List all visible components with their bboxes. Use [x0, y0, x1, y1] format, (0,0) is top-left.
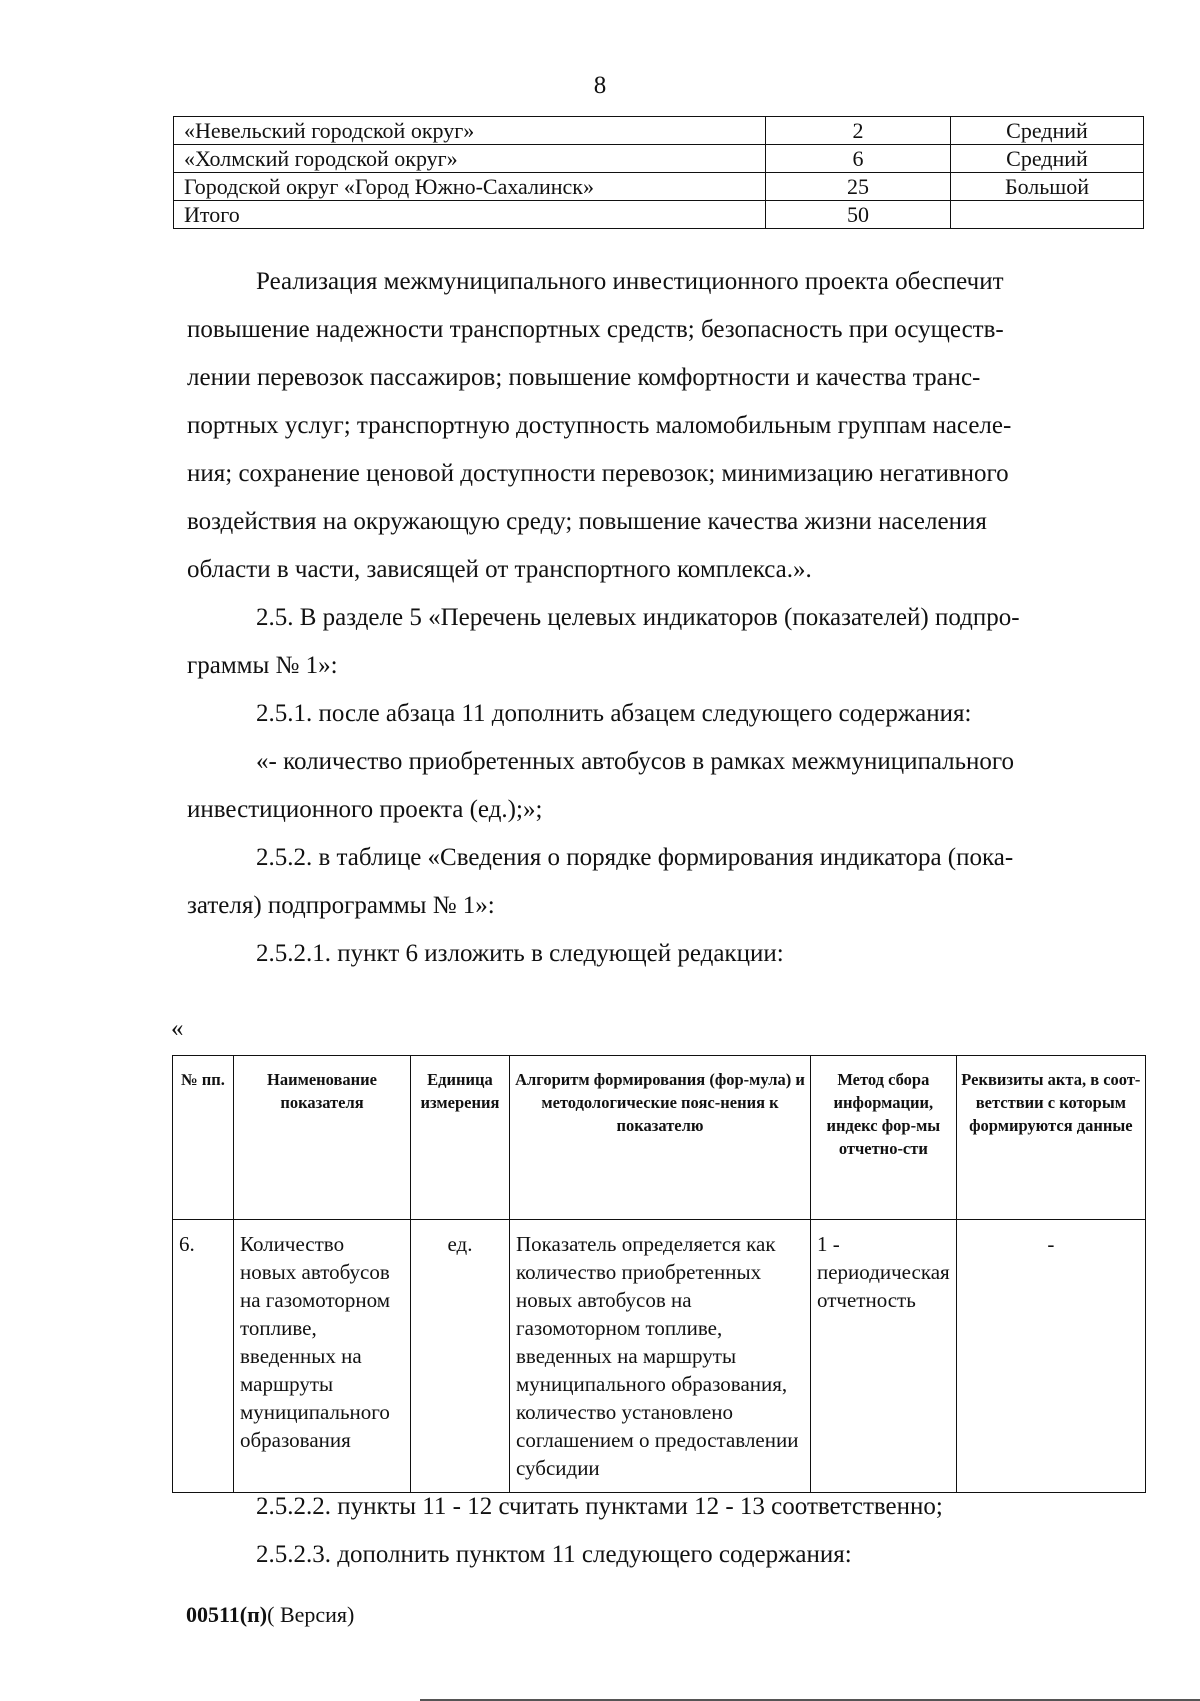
row-name: Количество новых автобусов на газомоторном топливе, введенных на маршруты муниципального образования: [234, 1220, 411, 1493]
paragraph-line: области в части, зависящей от транспортного комплекса.».: [187, 556, 812, 583]
indicator-table-header: [173, 1056, 1146, 1220]
district-size: Большой: [951, 173, 1144, 201]
table-row: [174, 117, 1144, 145]
bus-count: 25: [766, 173, 951, 201]
total-size: [951, 201, 1144, 229]
district-name: Городской округ «Город Южно-Сахалинск»: [174, 173, 766, 201]
row-method: 1 - периодическая отчетность: [811, 1220, 957, 1493]
project-effects-paragraph: [187, 258, 1117, 978]
item-2-5-1: 2.5.1. после абзаца 11 дополнить абзацем следующего содержания:: [256, 700, 972, 727]
section-2-5-heading-cont: граммы № 1»:: [187, 652, 338, 679]
table-row: [174, 173, 1144, 201]
row-algorithm: Показатель определяется как количество приобретенных новых автобусов на газомоторном топливе, введенных на маршруты муниципального образования, количество установлено соглашением о предоставлении субсидии: [510, 1220, 811, 1493]
bus-count: 2: [766, 117, 951, 145]
row-num: 6.: [173, 1220, 234, 1493]
table-row: [174, 145, 1144, 173]
total-label: Итого: [174, 201, 766, 229]
quoted-indicator: «- количество приобретенных автобусов в рамках межмуниципального: [256, 748, 1015, 775]
item-2-5-2-2: 2.5.2.2. пункты 11 - 12 считать пунктами 12 - 13 соответственно;: [256, 1493, 943, 1520]
total-count: 50: [766, 201, 951, 229]
table-row-total: [174, 201, 1144, 229]
quoted-indicator-cont: инвестиционного проекта (ед.);»;: [187, 796, 543, 823]
district-size: Средний: [951, 117, 1144, 145]
bus-count: 6: [766, 145, 951, 173]
header-act: Реквизиты акта, в соот-ветствии с которым формируются данные: [956, 1056, 1145, 1220]
item-2-5-2-3: 2.5.2.3. дополнить пунктом 11 следующего содержания:: [256, 1541, 852, 1568]
document-version: ( Версия): [267, 1602, 355, 1627]
district-name: «Невельский городской округ»: [174, 117, 766, 145]
after-table-items: [187, 1483, 1117, 1579]
header-algorithm: Алгоритм формирования (фор-мула) и методологические пояс-нения к показателю: [510, 1056, 811, 1220]
item-2-5-2-1: 2.5.2.1. пункт 6 изложить в следующей редакции:: [256, 940, 784, 967]
row-unit: ед.: [411, 1220, 510, 1493]
quote-open-mark: «: [171, 1015, 184, 1042]
distribution-table: [173, 116, 1144, 229]
district-name: «Холмский городской округ»: [174, 145, 766, 173]
row-act: -: [956, 1220, 1145, 1493]
document-code-number: 00511(п): [186, 1602, 268, 1627]
header-num: № пп.: [173, 1056, 234, 1220]
header-unit: Единица измерения: [411, 1056, 510, 1220]
document-code: [186, 1602, 354, 1628]
indicator-table: [172, 1055, 1146, 1493]
paragraph-line: повышение надежности транспортных средств; безопасность при осуществ-: [187, 316, 1004, 343]
paragraph-line: Реализация межмуниципального инвестиционного проекта обеспечит: [256, 268, 1004, 295]
item-2-5-2: 2.5.2. в таблице «Сведения о порядке формирования индикатора (пока-: [256, 844, 1014, 871]
district-size: Средний: [951, 145, 1144, 173]
paragraph-line: ния; сохранение ценовой доступности перевозок; минимизацию негативного: [187, 460, 1009, 487]
section-2-5-heading: 2.5. В разделе 5 «Перечень целевых индикаторов (показателей) подпро-: [256, 604, 1020, 631]
paragraph-line: портных услуг; транспортную доступность маломобильным группам населе-: [187, 412, 1012, 439]
item-2-5-2-cont: зателя) подпрограммы № 1»:: [187, 892, 495, 919]
paragraph-line: воздействия на окружающую среду; повышение качества жизни населения: [187, 508, 987, 535]
page-number: 8: [593, 72, 607, 99]
paragraph-line: лении перевозок пассажиров; повышение комфортности и качества транс-: [187, 364, 981, 391]
header-name: Наименование показателя: [234, 1056, 411, 1220]
table-row: [173, 1220, 1146, 1493]
header-method: Метод сбора информации, индекс фор-мы отчетно-сти: [811, 1056, 957, 1220]
